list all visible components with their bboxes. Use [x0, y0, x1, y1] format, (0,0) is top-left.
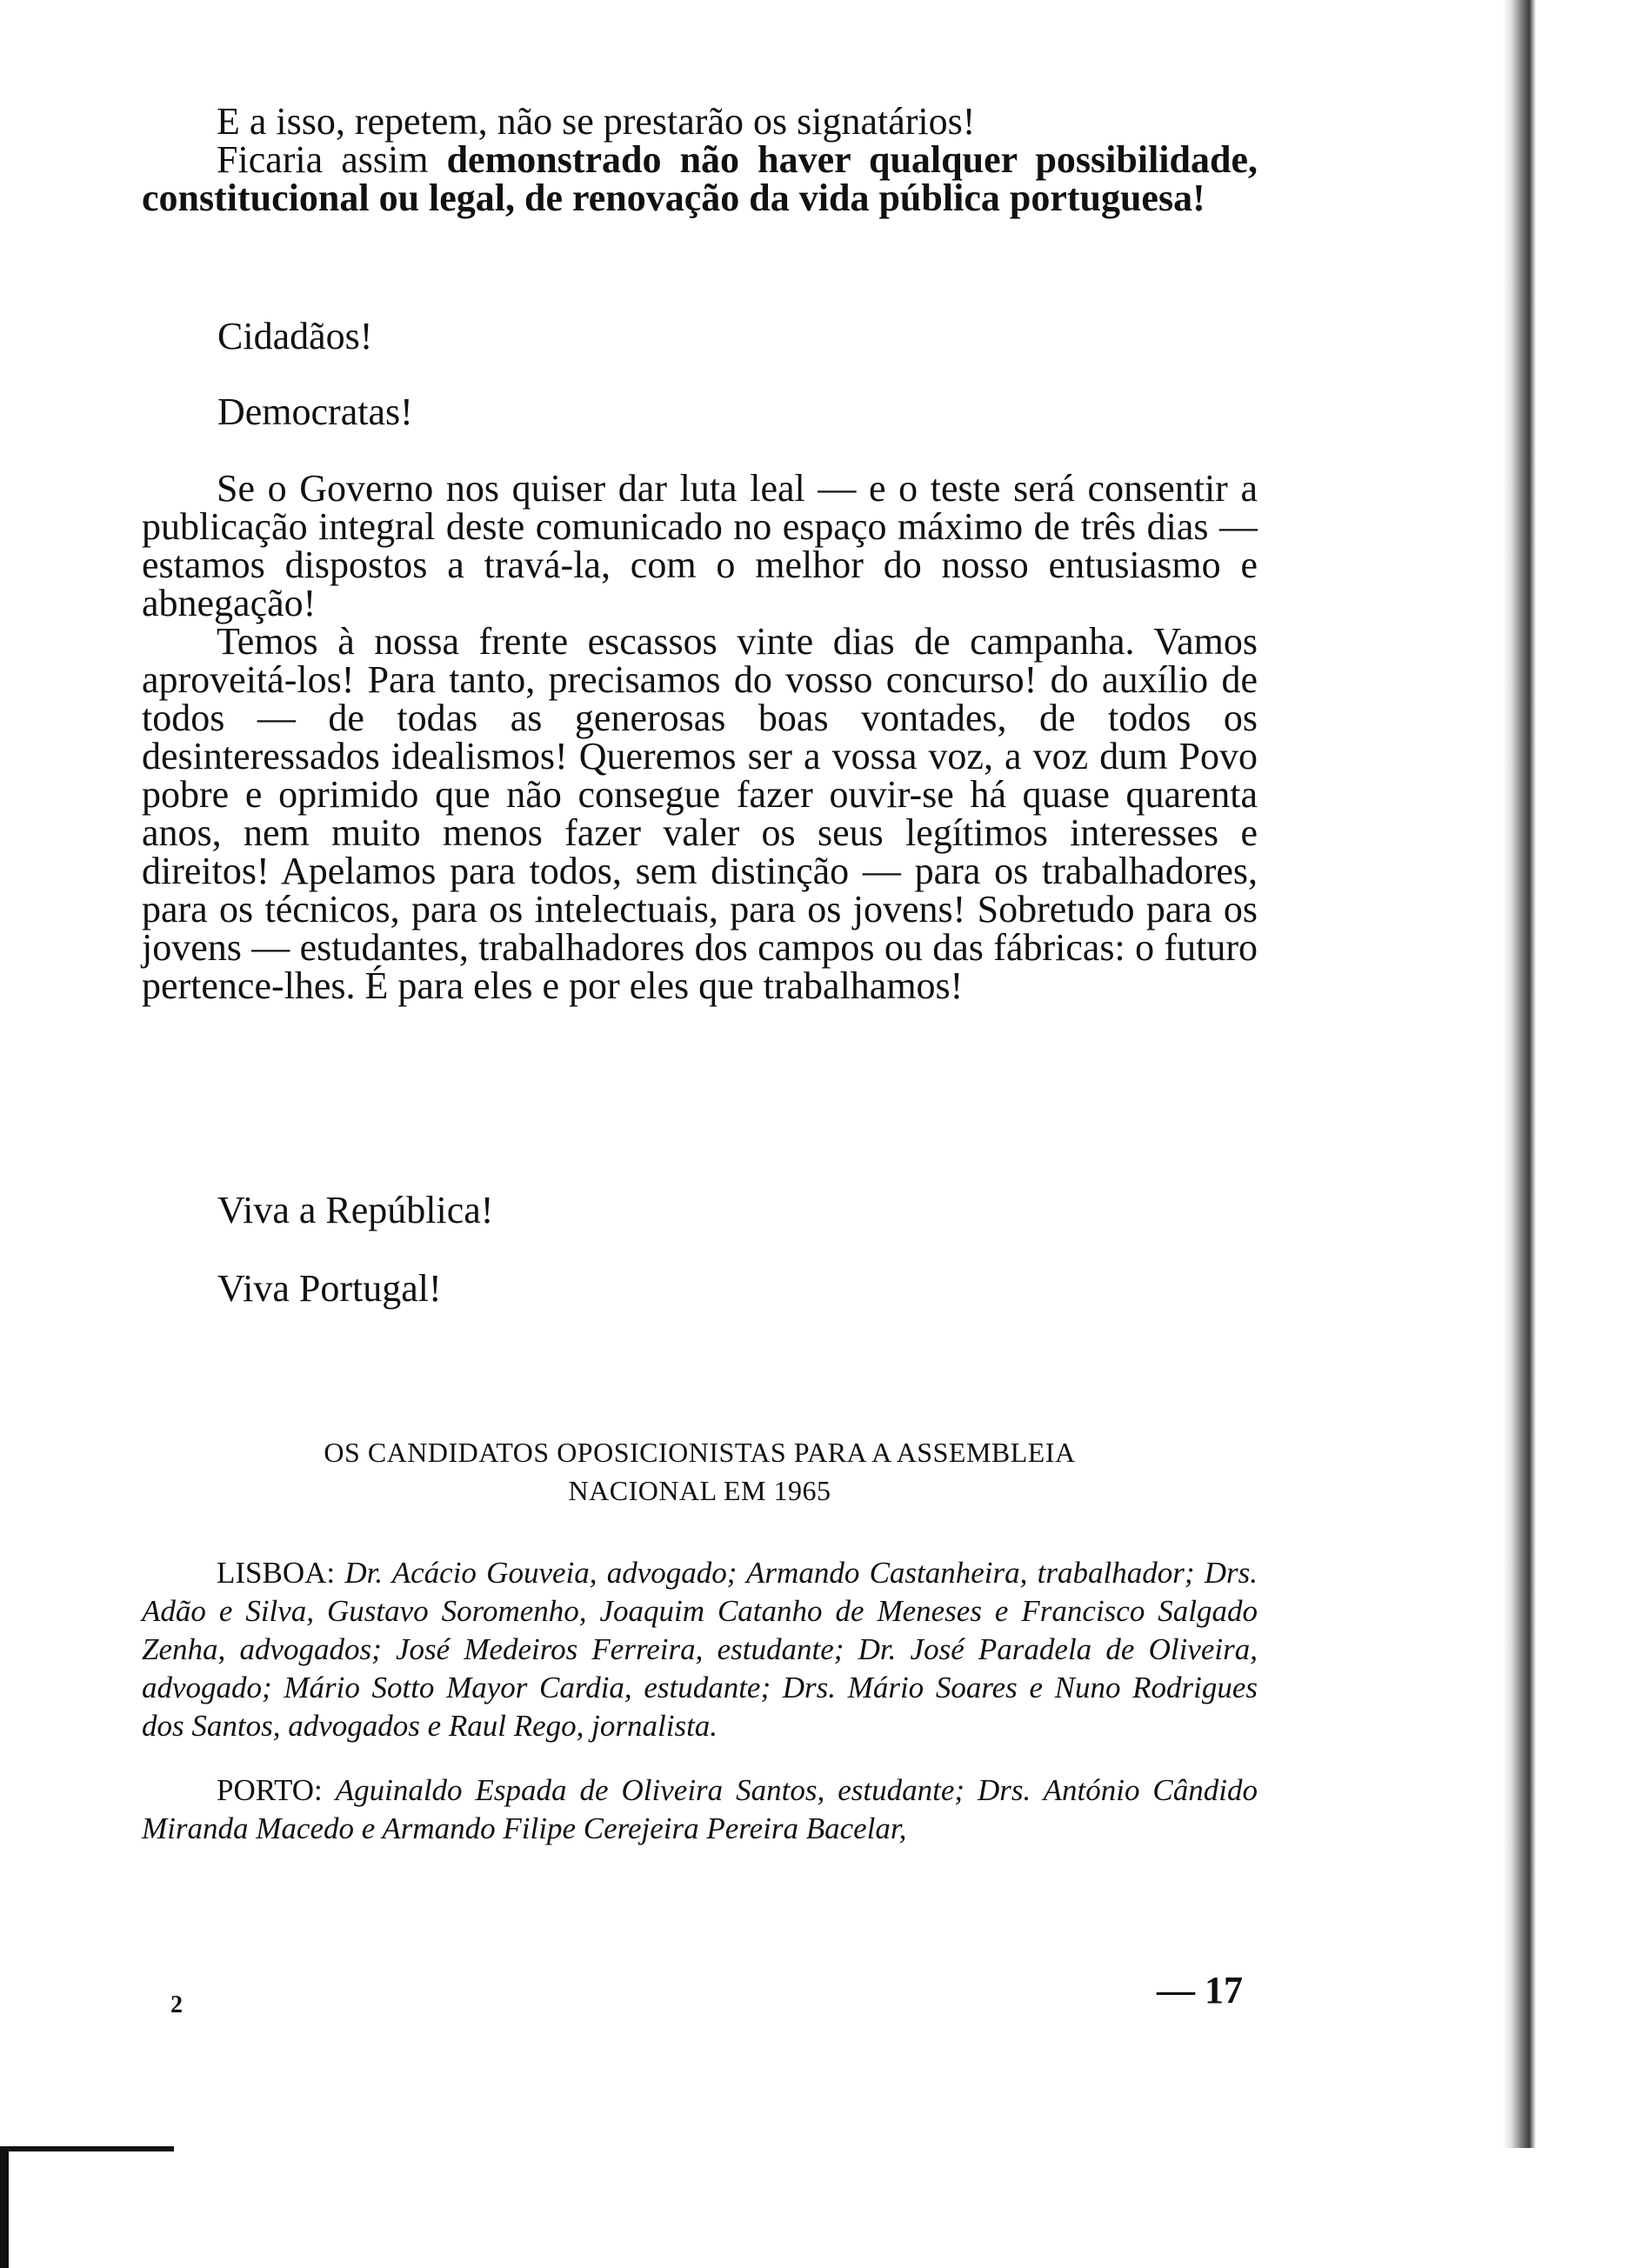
lisboa-names: Dr. Acácio Gouveia, advogado; Armando Castanheira, trabalhador; Drs. Adão e Silva, Gustavo Soromenho, Joaquim Catanho de Meneses e Francisco Salgado Zenha, advogados; José Medeiros Ferreira, estudante; Dr. José Paradela de Oliveira, advogado; Mário Sotto Mayor Cardia, estudante; Drs. Mário Soares e Nuno Rodrigues dos Santos, advogados e Raul Rego, jornalista.	[142, 1556, 1258, 1743]
paragraph-signatarios: E a isso, repetem, não se prestarão os signatários!	[217, 100, 976, 143]
signature-mark: 2	[170, 1991, 183, 2018]
scan-corner-edge	[0, 2146, 174, 2151]
paragraph-ficaria-normal: Ficaria assim	[217, 138, 447, 181]
book-binding-edge	[1503, 0, 1536, 2148]
opening-block	[142, 100, 1258, 219]
porto-label: PORTO:	[217, 1773, 336, 1807]
candidates-heading-line2: NACIONAL EM 1965	[568, 1475, 831, 1506]
lisboa-entry	[142, 1554, 1258, 1745]
exclamation-cidadaos: Cidadãos!	[217, 315, 373, 357]
porto-entry	[142, 1771, 1258, 1848]
paragraph-governo: Se o Governo nos quiser dar luta leal — e o teste será consentir a publicação integral deste comunicado no espaço máximo de três dias — estamos dispostos a travá-la, com o melhor do nosso entusiasmo e abnegação!	[142, 467, 1258, 624]
exclamation-democratas: Democratas!	[217, 390, 413, 433]
candidates-heading-line1: OS CANDIDATOS OPOSICIONISTAS PARA A ASSEMBLEIA	[324, 1437, 1076, 1468]
paragraph-ficaria-bold: demonstrado não haver qualquer possibilidade, constitucional ou legal, de renovação da vida pública portuguesa!	[142, 138, 1258, 219]
paragraph-campanha: Temos à nossa frente escassos vinte dias de campanha. Vamos aproveitá-los! Para tanto, precisamos do vosso concurso! do auxílio de todos — de todas as generosas boas vontades, de todos os desinteressados idealismos! Queremos ser a vossa voz, a voz dum Povo pobre e oprimido que não consegue fazer ouvir-se há quase quarenta anos, nem muito menos fazer valer os seus legítimos interesses e direitos! Apelamos para todos, sem distinção — para os trabalhadores, para os técnicos, para os intelectuais, para os jovens! Sobretudo para os jovens — estudantes, trabalhadores dos campos ou das fábricas: o futuro pertence-lhes. É para eles e por eles que trabalhamos!	[142, 620, 1258, 1007]
paragraph-ficaria	[142, 138, 1258, 219]
lisboa-label: LISBOA:	[217, 1556, 345, 1590]
scan-corner-edge-vertical	[0, 2146, 9, 2268]
viva-republica: Viva a República!	[217, 1189, 494, 1231]
main-appeal-block	[142, 467, 1258, 1007]
candidates-list	[142, 1554, 1258, 1848]
page-number: — 17	[1157, 1969, 1243, 2011]
viva-portugal: Viva Portugal!	[217, 1267, 442, 1310]
porto-names: Aguinaldo Espada de Oliveira Santos, estudante; Drs. António Cândido Miranda Macedo e Armando Filipe Cerejeira Pereira Bacelar,	[142, 1773, 1258, 1845]
